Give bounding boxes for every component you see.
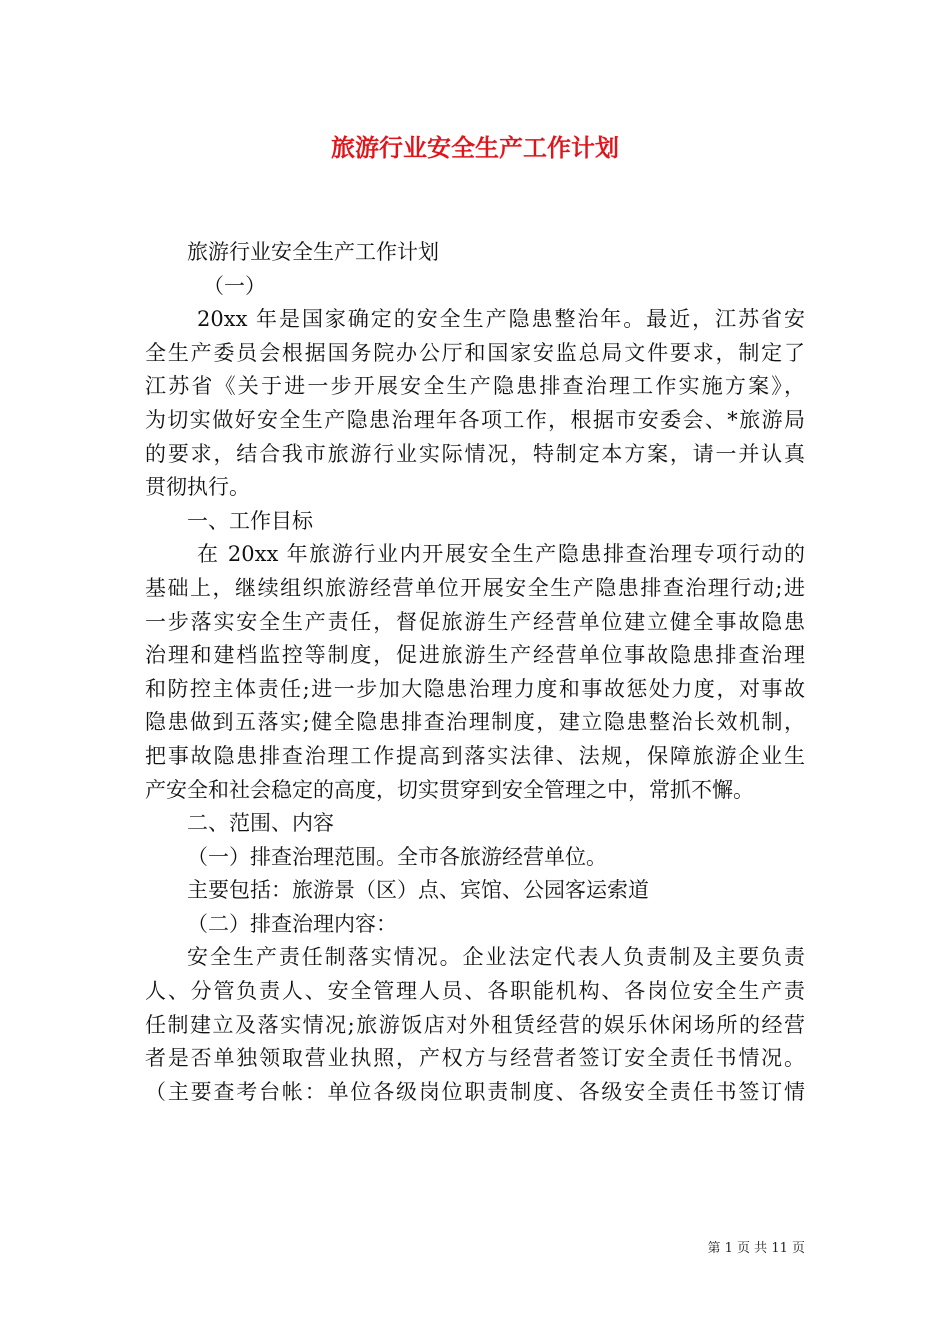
body-line: 基础上，继续组织旅游经营单位开展安全生产隐患排查治理行动;进	[145, 575, 805, 600]
body-line: 治理和建档监控等制度，促进旅游生产经营单位事故隐患排查治理	[145, 643, 805, 668]
body-line: 把事故隐患排查治理工作提高到落实法律、法规，保障旅游企业生	[145, 743, 805, 768]
body-line: （二）排查治理内容：	[187, 911, 397, 936]
body-line: （一）	[203, 273, 266, 298]
body-line: 的要求，结合我市旅游行业实际情况，特制定本方案，请一并认真	[145, 441, 805, 466]
body-line: （主要查考台帐：单位各级岗位职责制度、各级安全责任书签订情	[145, 1079, 805, 1104]
page-number-footer: 第 1 页 共 11 页	[707, 1241, 805, 1256]
body-line: 20xx 年是国家确定的安全生产隐患整治年。最近，江苏省安	[197, 307, 805, 332]
document-title: 旅游行业安全生产工作计划	[331, 133, 619, 162]
body-line: 在 20xx 年旅游行业内开展安全生产隐患排查治理专项行动的	[197, 542, 805, 567]
body-line: （一）排查治理范围。全市各旅游经营单位。	[187, 844, 607, 869]
body-line: 主要包括：旅游景（区）点、宾馆、公园客运索道	[187, 878, 649, 903]
body-line: 一步落实安全生产责任，督促旅游生产经营单位建立健全事故隐患	[145, 609, 805, 634]
body-line: 者是否单独领取营业执照，产权方与经营者签订安全责任书情况。	[145, 1046, 805, 1071]
section-heading: 一、工作目标	[187, 508, 313, 533]
body-line: 产安全和社会稳定的高度，切实贯穿到安全管理之中，常抓不懈。	[145, 777, 754, 802]
section-heading: 二、范围、内容	[187, 811, 334, 836]
body-line: 任制建立及落实情况;旅游饭店对外租赁经营的娱乐休闲场所的经营	[145, 1012, 805, 1037]
document-body	[145, 236, 805, 1109]
body-line: 和防控主体责任;进一步加大隐患治理力度和事故惩处力度，对事故	[145, 676, 805, 701]
body-line: 旅游行业安全生产工作计划	[187, 240, 439, 264]
body-line: 安全生产责任制落实情况。企业法定代表人负责制及主要负责	[187, 945, 805, 970]
body-line: 人、分管负责人、安全管理人员、各职能机构、各岗位安全生产责	[145, 979, 805, 1004]
body-line: 江苏省《关于进一步开展安全生产隐患排查治理工作实施方案》，	[145, 374, 805, 399]
body-line: 贯彻执行。	[145, 475, 250, 500]
body-line: 全生产委员会根据国务院办公厅和国家安监总局文件要求，制定了	[145, 340, 805, 365]
body-line: 为切实做好安全生产隐患治理年各项工作，根据市安委会、*旅游局	[145, 407, 805, 432]
body-line: 隐患做到五落实;健全隐患排查治理制度，建立隐患整治长效机制，	[145, 710, 805, 735]
